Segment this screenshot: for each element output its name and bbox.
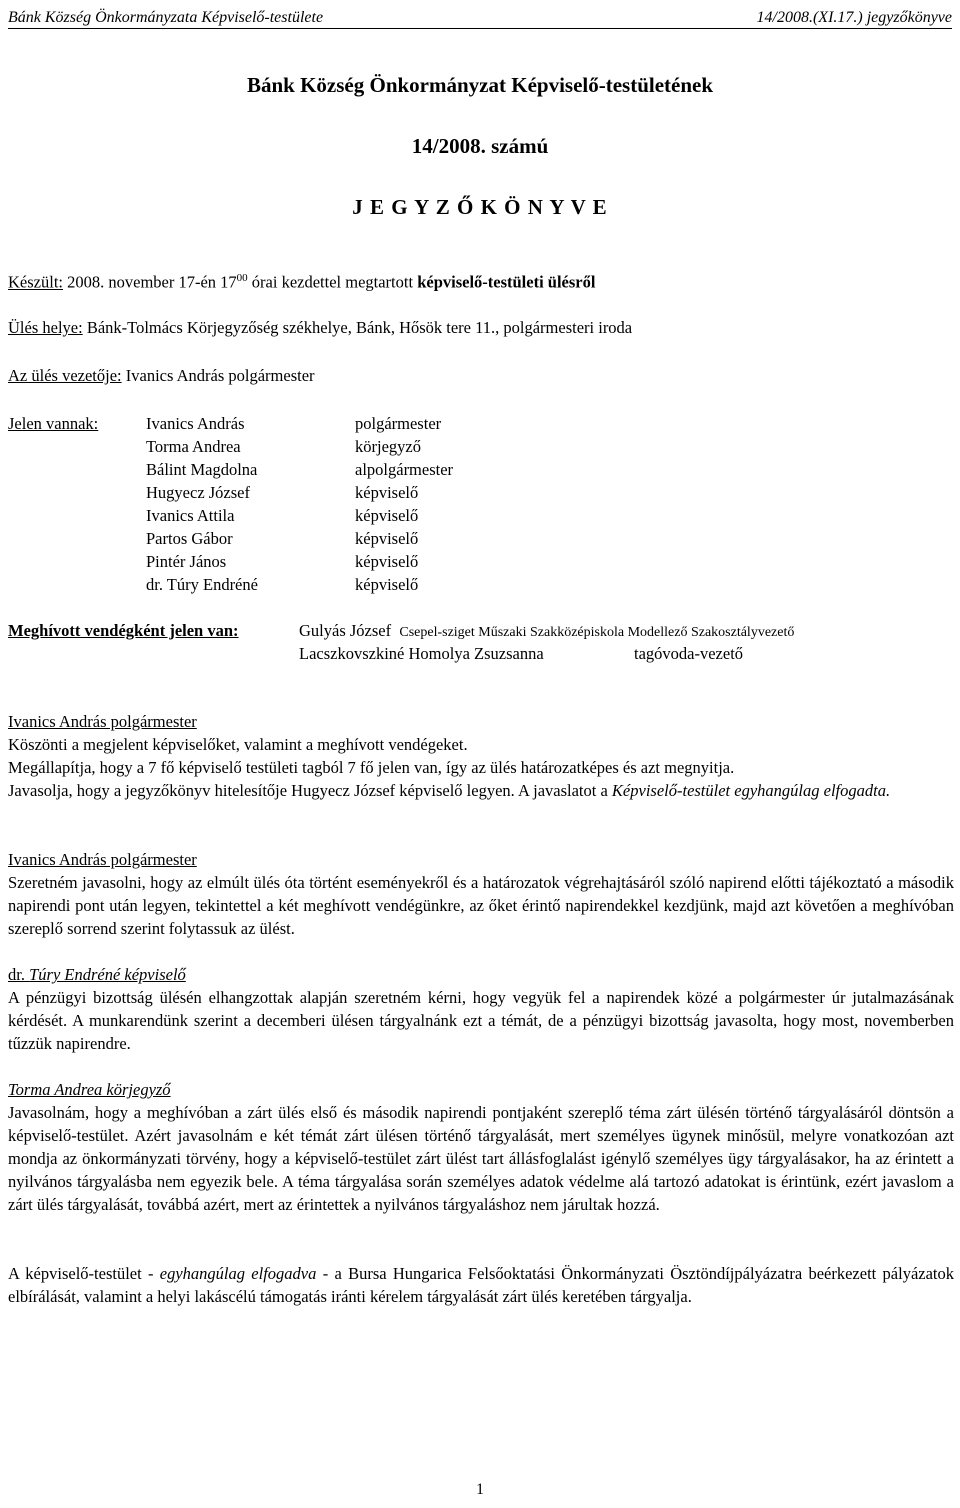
helye-line — [8, 316, 632, 339]
doc-title-number: 14/2008. számú — [411, 134, 549, 158]
member-role: képviselő — [355, 529, 419, 548]
block-1 — [8, 710, 954, 802]
member-role: képviselő — [355, 552, 419, 571]
b1-line-3: Javasolja, hogy a jegyzőkönyv hitelesítője Hugyecz József képviselő legyen. A javaslatot a — [8, 781, 612, 800]
present-label: Jelen vannak: — [8, 414, 99, 433]
b5-b: - a Bursa Hungarica Felsőoktatási Önkormányzati Ösztöndíjpályázatra beérkezett pályázatok elbírálását, valamint a helyi lakáscélú támogatás iránti kérelem tárgyalását zárt ülés keretében tárgyalja. — [8, 1264, 954, 1306]
b1-line-3-italic: Képviselő-testület egyhangúlag elfogadta. — [611, 781, 891, 800]
helye-label: Ülés helye: — [8, 318, 83, 337]
b3-text: A pénzügyi bizottság ülésén elhangzottak alapján szeretném kérni, hogy vegyük fel a napirendek közé a polgármester úr jutalmazásának kérdését. A munkarendünk szerint a decemberi ülésen tárgyalnánk ezt a témát, de a pénzügyi bizottság javasolta, hogy most, novemberben tűzzük napirendre. — [8, 988, 954, 1053]
keszult-bold: képviselő-testületi ülésről — [417, 272, 596, 292]
keszult-sup: 00 — [236, 272, 248, 284]
speaker-2: Ivanics András polgármester — [8, 850, 197, 869]
doc-title-body: Bánk Község Önkormányzat Képviselő-testületének — [246, 73, 714, 97]
guests-label: Meghívott vendégként jelen van: — [8, 621, 239, 640]
guest-2-name: Lacszkovszkiné Homolya Zsuzsanna — [299, 644, 544, 663]
member-name: Bálint Magdolna — [146, 460, 258, 479]
b1-line-2: Megállapítja, hogy a 7 fő képviselő testületi tagból 7 fő jelen van, így az ülés határozatképes és azt megnyitja. — [8, 758, 735, 777]
block-2 — [8, 848, 954, 940]
guest-1-role: Csepel-sziget Műszaki Szakközépiskola Modellező Szakosztályvezető — [399, 625, 795, 640]
present-roles — [355, 412, 453, 596]
speaker-3: Túry Endréné képviselő — [29, 965, 186, 984]
member-name: dr. Túry Endréné — [146, 575, 258, 594]
vezeto-label: Az ülés vezetője: — [8, 366, 122, 385]
member-name: Pintér János — [146, 552, 227, 571]
keszult-label: Készült: — [8, 272, 63, 292]
member-role: polgármester — [355, 414, 442, 433]
member-name: Ivanics Attila — [146, 506, 235, 525]
member-name: Hugyecz József — [146, 483, 250, 502]
block-4 — [8, 1078, 954, 1216]
running-header — [8, 4, 952, 29]
speaker-1: Ivanics András polgármester — [8, 712, 197, 731]
keszult-text-b: órai kezdettel megtartott — [247, 272, 418, 292]
b5-a: A képviselő-testület - — [8, 1264, 160, 1283]
speaker-4: Torma Andrea körjegyző — [8, 1080, 171, 1099]
member-role: képviselő — [355, 483, 419, 502]
doc-title-main: J E G Y Z Ő K Ö N Y V E — [352, 195, 608, 219]
vezeto-text: Ivanics András polgármester — [121, 366, 315, 385]
speaker-3-prefix: dr. — [8, 965, 30, 984]
keszult-line — [8, 267, 595, 294]
block-3 — [8, 963, 954, 1055]
member-name: Partos Gábor — [146, 529, 233, 548]
b5-italic: egyhangúlag elfogadva — [159, 1264, 317, 1283]
guest-2-role: tagóvoda-vezető — [634, 644, 744, 663]
member-name: Torma Andrea — [146, 437, 241, 456]
guest-1 — [299, 619, 794, 644]
header-right: 14/2008.(XI.17.) jegyzőkönyve — [756, 9, 952, 26]
b2-text: Szeretném javasolni, hogy az elmúlt ülés óta történt eseményekről és a határozatok végrehajtásáról szóló napirend előtti tájékoztató a második napirendi pont után legyen, tekintettel a két meghívott vendégünkre, az őket érintő napirendekkel kezdjünk, majd azt követően a meghívóban szereplő sorrend szerint folytassuk az ülést. — [8, 873, 954, 938]
block-5 — [8, 1262, 954, 1308]
header-left: Bánk Község Önkormányzata Képviselő-testülete — [8, 9, 324, 26]
member-role: képviselő — [355, 575, 419, 594]
b1-line-1: Köszönti a megjelent képviselőket, valamint a meghívott vendégeket. — [8, 735, 468, 754]
vezeto-line — [8, 364, 315, 387]
member-role: körjegyző — [355, 437, 421, 456]
member-role: képviselő — [355, 506, 419, 525]
helye-text: Bánk-Tolmács Körjegyzőség székhelye, Bánk, Hősök tere 11., polgármesteri iroda — [82, 318, 633, 337]
keszult-text-a: 2008. november 17-én 17 — [63, 272, 237, 292]
b4-text: Javasolnám, hogy a meghívóban a zárt ülés első és második napirendi pontjaként szereplő téma zárt ülésén történő tárgyalásáról döntsön a képviselő-testület. Azért javasolnám e két témát zárt ülésen történő tárgyalását, mert személyes ügynek minősül, melyre vonatkozóan azt mondja az önkormányzati törvény, hogy a képviselő-testület zárt ülést tart állásfoglalást igénylő személyes ügy tárgyalásakor, ha az érintett a nyilvános tárgyalásba nem egyezik bele. A téma tárgyalása során személyes adatok védelme alá tartozó adatokat is érintünk, ezért javaslom a zárt ülés tárgyalását, továbbá azért, mert az érintettek a nyilvános tárgyaláshoz nem járultak hozzá. — [8, 1103, 954, 1214]
member-name: Ivanics András — [146, 414, 245, 433]
guest-1-name: Gulyás József — [299, 621, 392, 640]
present-names — [146, 412, 258, 596]
member-role: alpolgármester — [355, 460, 454, 479]
page-number: 1 — [476, 1481, 484, 1498]
